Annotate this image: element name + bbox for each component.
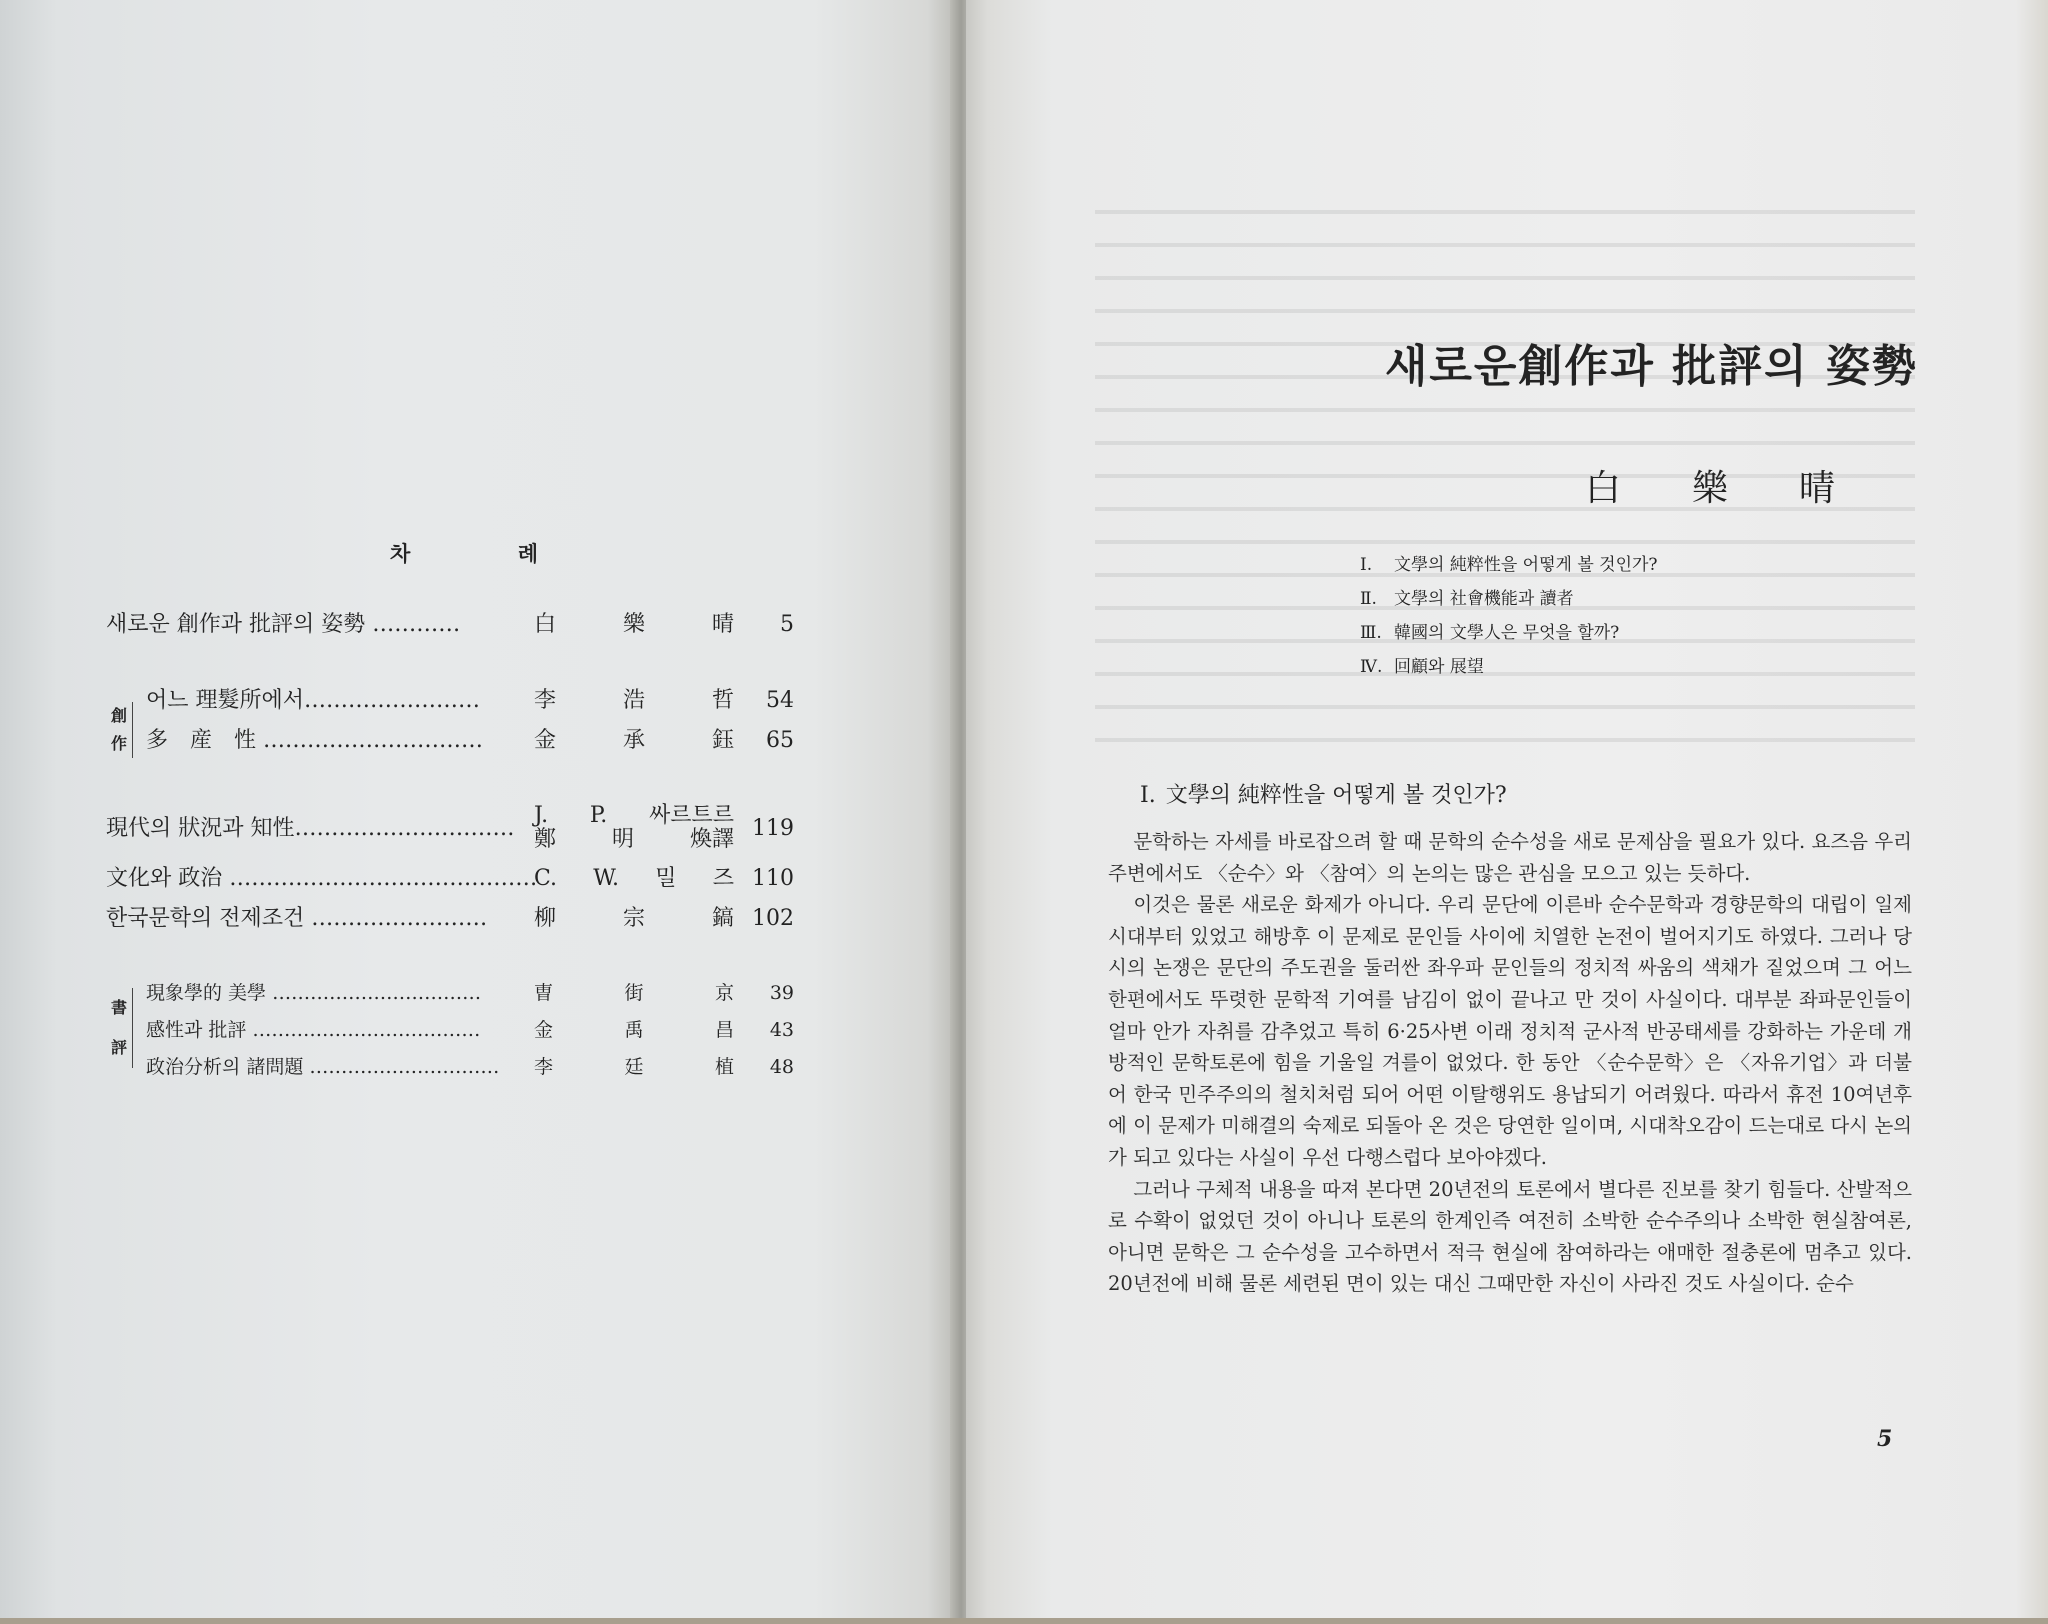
toc-entry-title: 어느 理髮所에서…………………… [146, 688, 481, 713]
paragraph: 그러나 구체적 내용을 따져 본다면 20년전의 토론에서 별다른 진보를 찾기 힘들다. 산발적으로 수확이 없었던 것이 아니나 토론의 한계인즉 여전히 소박한 순수주의나 소박한 현실참여론, 아니면 문학은 그 순수성을 고수하면서 적극 현실에 참여하라는 애매한 절충론에 멈추고 있다. 20년전에 비해 물론 세련된 면이 있는 대신 그때만한 자신이 사라진 것도 사실이다. 순수 [1108, 1177, 1912, 1296]
toc-heading: 차 례 [390, 542, 540, 566]
toc-entry-page: 5 [780, 612, 794, 637]
outline-item: Ⅱ. 文學의 社會機能과 讀者 [1360, 589, 1574, 609]
section-label-creation: 創 作 [106, 702, 133, 758]
toc-entry-author: 金 承 鈺 [534, 728, 734, 753]
toc-entry [106, 902, 794, 936]
toc-entry-page: 39 [769, 982, 794, 1004]
toc-entry-author: 曺 街 京 [534, 982, 734, 1004]
article-outline [1360, 548, 1658, 684]
toc-entry-page: 119 [752, 816, 794, 841]
paragraph: 문학하는 자세를 바로잡으려 할 때 문학의 순수성을 새로 문제삼을 필요가 있다. 요즈음 우리 주변에서도 〈순수〉와 〈참여〉의 논의는 많은 관심을 모으고 있는 듯하다. [1108, 830, 1912, 885]
article-author: 白 樂 晴 [1585, 468, 1835, 509]
toc-entry-title: 多 産 性 ………………………… [146, 728, 483, 753]
toc-entry-page: 43 [769, 1019, 794, 1041]
toc-entry [146, 1013, 794, 1047]
toc-entry-title: 現代의 狀況과 知性………………………… [106, 816, 515, 841]
toc-entry [146, 976, 794, 1010]
article-title: 새로운創作과 批評의 姿勢 [1384, 341, 1918, 392]
toc-entry [146, 724, 794, 758]
toc-entry-title: 感性과 批評 ……………………………… [146, 1019, 481, 1041]
outline-item: Ⅲ. 韓國의 文學人은 무엇을 할까? [1360, 623, 1620, 643]
toc-entry-author: C. W. 밀 즈 [534, 866, 734, 891]
toc-entry-author: 柳 宗 鎬 [534, 906, 734, 931]
toc-entry-author: 李 廷 植 [534, 1056, 734, 1078]
toc-entry [146, 1050, 794, 1084]
outline-item: Ⅰ. 文學의 純粹性을 어떻게 볼 것인가? [1360, 555, 1658, 575]
table-surface [0, 1618, 2048, 1624]
paragraph: 이것은 물론 새로운 화제가 아니다. 우리 문단에 이른바 순수문학과 경향문학의 대립이 일제시대부터 있었고 해방후 이 문제로 문인들 사이에 치열한 논전이 벌어지기도 하였다. 그러나 당시의 논쟁은 문단의 주도권을 둘러싼 좌우파 문인들의 정치적 싸움의 색채가 짙었으며 그 어느 한편에서도 뚜렷한 문학적 기여를 남김이 없이 끝나고 만 것이 사실이다. 대부분 좌파문인들이 얼마 안가 자취를 감추었고 특히 6·25사변 이래 정치적 군사적 반공태세를 강화하는 가운데 개방적인 문학토론에 힘을 기울일 겨를이 없었다. 한 동안 〈순수문학〉은 〈자유기업〉과 더불어 한국 민주주의의 철치처럼 되어 어떤 이탈행위도 용납되기 어려웠다. 따라서 휴전 10여년후에 이 문제가 미해결의 숙제로 되돌아 온 것은 당연한 일이며, 시대착오감이 드는대로 다시 논의가 되고 있다는 사실이 우선 다행스럽다 보아야겠다. [1108, 893, 1912, 1169]
toc-entry-page: 48 [769, 1056, 794, 1078]
toc-entry-lead [106, 608, 794, 642]
toc-entry-page: 102 [752, 906, 794, 931]
toc-entry [146, 684, 794, 718]
page-number: 5 [1877, 1426, 1893, 1452]
toc-entry-title: 文化와 政治 …………………………………… [106, 866, 538, 891]
toc-entry-page: 54 [766, 688, 794, 713]
toc-entry [106, 862, 794, 896]
toc-entry-page: 110 [752, 866, 794, 891]
toc-entry-title: 새로운 創作과 批評의 姿勢 ………… [106, 612, 461, 637]
toc-entry-author: J. P. 싸르트르 鄭 明 煥譯 [534, 803, 734, 852]
toc-entry-page: 65 [766, 728, 794, 753]
toc-entry-author: 李 浩 哲 [534, 688, 734, 713]
toc-entry-title: 現象學的 美學 …………………………… [146, 982, 482, 1004]
toc-entry-author: 白 樂 晴 [534, 612, 734, 637]
outline-item: Ⅳ. 回顧와 展望 [1360, 657, 1484, 677]
toc-entry [106, 803, 794, 852]
article-body [1108, 826, 1912, 1300]
section-label-review: 書 評 [106, 988, 133, 1068]
toc-entry-title: 政治分析의 諸問題 ………………………… [146, 1056, 500, 1078]
toc-entry-title: 한국문학의 전제조건 …………………… [106, 906, 488, 931]
toc-entry-author: 金 禹 昌 [534, 1019, 734, 1041]
section-heading: Ⅰ. 文學의 純粹性을 어떻게 볼 것인가? [1140, 783, 1507, 808]
